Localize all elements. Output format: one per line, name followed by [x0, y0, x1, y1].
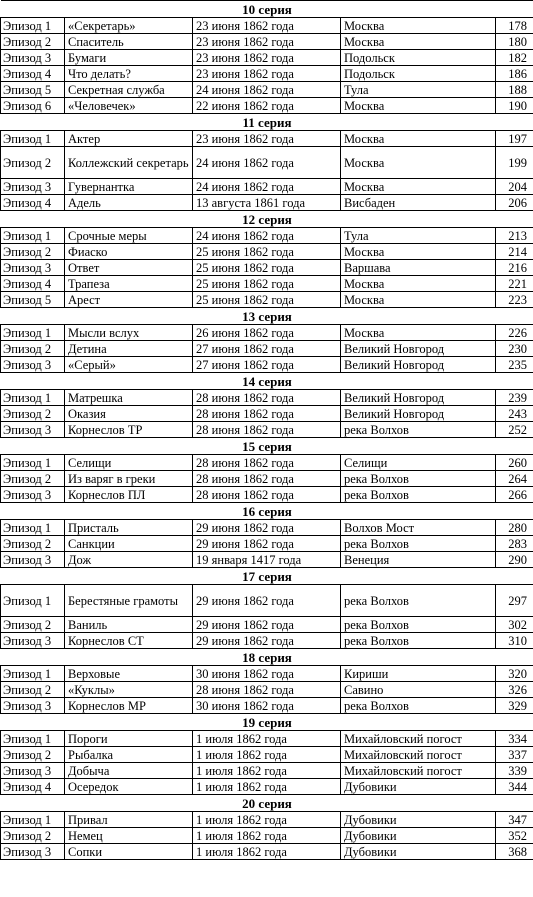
date-cell: 26 июня 1862 года [193, 325, 341, 341]
date-cell: 28 июня 1862 года [193, 422, 341, 438]
title-cell: Ответ [65, 260, 193, 276]
episode-cell: Эпизод 1 [1, 131, 65, 147]
table-row [1, 390, 533, 406]
page-cell: 204 [496, 179, 533, 195]
date-cell: 1 июля 1862 года [193, 779, 341, 795]
episode-cell: Эпизод 2 [1, 244, 65, 260]
title-cell: Оказия [65, 406, 193, 422]
date-cell: 23 июня 1862 года [193, 66, 341, 82]
place-cell: река Волхов [341, 422, 496, 438]
date-cell: 29 июня 1862 года [193, 536, 341, 552]
table-row [1, 812, 533, 828]
date-cell: 28 июня 1862 года [193, 455, 341, 471]
table-row [1, 228, 533, 244]
date-cell: 1 июля 1862 года [193, 747, 341, 763]
title-cell: Адель [65, 195, 193, 211]
date-cell: 25 июня 1862 года [193, 292, 341, 308]
date-cell: 13 августа 1861 года [193, 195, 341, 211]
title-cell: Сопки [65, 844, 193, 860]
date-cell: 28 июня 1862 года [193, 390, 341, 406]
page-cell: 260 [496, 455, 533, 471]
page-cell: 280 [496, 520, 533, 536]
page-cell: 302 [496, 617, 533, 633]
title-cell: Присталь [65, 520, 193, 536]
title-cell: «Секретарь» [65, 18, 193, 34]
table-row [1, 195, 533, 211]
date-cell: 24 июня 1862 года [193, 179, 341, 195]
place-cell: река Волхов [341, 585, 496, 617]
episode-cell: Эпизод 3 [1, 179, 65, 195]
series-header-row [1, 714, 533, 731]
table-row [1, 455, 533, 471]
series-header: 19 серия [1, 714, 533, 731]
title-cell: Осередок [65, 779, 193, 795]
episode-cell: Эпизод 2 [1, 828, 65, 844]
date-cell: 23 июня 1862 года [193, 131, 341, 147]
table-row [1, 341, 533, 357]
episode-cell: Эпизод 1 [1, 520, 65, 536]
place-cell: Москва [341, 98, 496, 114]
date-cell: 1 июля 1862 года [193, 828, 341, 844]
place-cell: Великий Новгород [341, 357, 496, 373]
episode-cell: Эпизод 1 [1, 585, 65, 617]
page-cell: 334 [496, 731, 533, 747]
series-header: 14 серия [1, 373, 533, 390]
episode-cell: Эпизод 2 [1, 682, 65, 698]
date-cell: 24 июня 1862 года [193, 228, 341, 244]
date-cell: 29 июня 1862 года [193, 633, 341, 649]
table-row [1, 147, 533, 179]
series-header: 20 серия [1, 795, 533, 812]
title-cell: Селищи [65, 455, 193, 471]
page-cell: 226 [496, 325, 533, 341]
table-row [1, 520, 533, 536]
title-cell: Из варяг в греки [65, 471, 193, 487]
title-cell: Верховые [65, 666, 193, 682]
series-header-row [1, 649, 533, 666]
title-cell: Детина [65, 341, 193, 357]
table-row [1, 244, 533, 260]
place-cell: Москва [341, 292, 496, 308]
episode-cell: Эпизод 2 [1, 406, 65, 422]
place-cell: река Волхов [341, 471, 496, 487]
date-cell: 28 июня 1862 года [193, 406, 341, 422]
series-header-row [1, 568, 533, 585]
date-cell: 27 июня 1862 года [193, 341, 341, 357]
title-cell: «Куклы» [65, 682, 193, 698]
date-cell: 23 июня 1862 года [193, 18, 341, 34]
page-cell: 214 [496, 244, 533, 260]
table-row [1, 633, 533, 649]
page-cell: 290 [496, 552, 533, 568]
page-cell: 329 [496, 698, 533, 714]
place-cell: река Волхов [341, 536, 496, 552]
title-cell: Актер [65, 131, 193, 147]
page-cell: 283 [496, 536, 533, 552]
table-row [1, 779, 533, 795]
page-cell: 230 [496, 341, 533, 357]
title-cell: Коллежский секретарь [65, 147, 193, 179]
series-header-row [1, 1, 533, 18]
table-row [1, 260, 533, 276]
series-header: 13 серия [1, 308, 533, 325]
episode-cell: Эпизод 1 [1, 666, 65, 682]
page-cell: 347 [496, 812, 533, 828]
title-cell: Рыбалка [65, 747, 193, 763]
episode-cell: Эпизод 3 [1, 698, 65, 714]
episode-cell: Эпизод 5 [1, 82, 65, 98]
date-cell: 1 июля 1862 года [193, 844, 341, 860]
episode-cell: Эпизод 1 [1, 455, 65, 471]
episode-cell: Эпизод 2 [1, 536, 65, 552]
series-header: 16 серия [1, 503, 533, 520]
title-cell: Что делать? [65, 66, 193, 82]
table-row [1, 698, 533, 714]
series-header: 11 серия [1, 114, 533, 131]
place-cell: Дубовики [341, 828, 496, 844]
episode-cell: Эпизод 4 [1, 276, 65, 292]
episode-cell: Эпизод 2 [1, 341, 65, 357]
episode-cell: Эпизод 3 [1, 260, 65, 276]
title-cell: Корнеслов СТ [65, 633, 193, 649]
episode-cell: Эпизод 6 [1, 98, 65, 114]
episode-cell: Эпизод 1 [1, 18, 65, 34]
date-cell: 30 июня 1862 года [193, 698, 341, 714]
date-cell: 28 июня 1862 года [193, 682, 341, 698]
place-cell: Дубовики [341, 779, 496, 795]
table-row [1, 276, 533, 292]
series-header-row [1, 308, 533, 325]
place-cell: Волхов Мост [341, 520, 496, 536]
page-cell: 337 [496, 747, 533, 763]
date-cell: 1 июля 1862 года [193, 763, 341, 779]
episode-cell: Эпизод 2 [1, 747, 65, 763]
title-cell: Санкции [65, 536, 193, 552]
page-cell: 223 [496, 292, 533, 308]
date-cell: 28 июня 1862 года [193, 471, 341, 487]
page-cell: 320 [496, 666, 533, 682]
place-cell: Москва [341, 276, 496, 292]
episode-cell: Эпизод 2 [1, 147, 65, 179]
table-row [1, 34, 533, 50]
place-cell: река Волхов [341, 487, 496, 503]
place-cell: Великий Новгород [341, 406, 496, 422]
date-cell: 23 июня 1862 года [193, 34, 341, 50]
table-row [1, 731, 533, 747]
title-cell: «Человечек» [65, 98, 193, 114]
table-row [1, 325, 533, 341]
episode-cell: Эпизод 2 [1, 34, 65, 50]
place-cell: Тула [341, 82, 496, 98]
date-cell: 23 июня 1862 года [193, 50, 341, 66]
date-cell: 28 июня 1862 года [193, 487, 341, 503]
series-header-row [1, 503, 533, 520]
title-cell: Корнеслов ПЛ [65, 487, 193, 503]
date-cell: 29 июня 1862 года [193, 520, 341, 536]
episode-cell: Эпизод 1 [1, 390, 65, 406]
place-cell: Великий Новгород [341, 390, 496, 406]
episode-cell: Эпизод 2 [1, 617, 65, 633]
episode-cell: Эпизод 4 [1, 195, 65, 211]
place-cell: Дубовики [341, 844, 496, 860]
date-cell: 25 июня 1862 года [193, 276, 341, 292]
episode-cell: Эпизод 1 [1, 325, 65, 341]
episode-cell: Эпизод 3 [1, 844, 65, 860]
series-header: 12 серия [1, 211, 533, 228]
table-row [1, 131, 533, 147]
table-row [1, 666, 533, 682]
place-cell: Подольск [341, 50, 496, 66]
episode-cell: Эпизод 1 [1, 731, 65, 747]
place-cell: Кириши [341, 666, 496, 682]
episode-cell: Эпизод 3 [1, 487, 65, 503]
title-cell: Берестяные грамоты [65, 585, 193, 617]
page-cell: 188 [496, 82, 533, 98]
page-cell: 310 [496, 633, 533, 649]
table-row [1, 617, 533, 633]
series-header-row [1, 795, 533, 812]
title-cell: «Серый» [65, 357, 193, 373]
page-cell: 178 [496, 18, 533, 34]
series-header-row [1, 373, 533, 390]
table-row [1, 179, 533, 195]
page-cell: 182 [496, 50, 533, 66]
date-cell: 29 июня 1862 года [193, 585, 341, 617]
place-cell: Москва [341, 147, 496, 179]
title-cell: Бумаги [65, 50, 193, 66]
page-cell: 326 [496, 682, 533, 698]
page-cell: 216 [496, 260, 533, 276]
page-cell: 235 [496, 357, 533, 373]
place-cell: Михайловский погост [341, 763, 496, 779]
date-cell: 27 июня 1862 года [193, 357, 341, 373]
title-cell: Корнеслов МР [65, 698, 193, 714]
date-cell: 24 июня 1862 года [193, 147, 341, 179]
title-cell: Привал [65, 812, 193, 828]
date-cell: 22 июня 1862 года [193, 98, 341, 114]
title-cell: Спаситель [65, 34, 193, 50]
place-cell: река Волхов [341, 617, 496, 633]
title-cell: Немец [65, 828, 193, 844]
place-cell: Москва [341, 34, 496, 50]
table-row [1, 487, 533, 503]
table-row [1, 844, 533, 860]
title-cell: Ваниль [65, 617, 193, 633]
date-cell: 30 июня 1862 года [193, 666, 341, 682]
episode-cell: Эпизод 1 [1, 812, 65, 828]
place-cell: река Волхов [341, 698, 496, 714]
table-row [1, 585, 533, 617]
place-cell: Москва [341, 179, 496, 195]
series-header-row [1, 438, 533, 455]
table-row [1, 682, 533, 698]
episode-cell: Эпизод 3 [1, 633, 65, 649]
table-row [1, 406, 533, 422]
table-row [1, 828, 533, 844]
table-row [1, 50, 533, 66]
page-cell: 297 [496, 585, 533, 617]
episode-table-body [1, 1, 533, 860]
place-cell: Савино [341, 682, 496, 698]
place-cell: река Волхов [341, 633, 496, 649]
page-cell: 264 [496, 471, 533, 487]
episode-cell: Эпизод 1 [1, 228, 65, 244]
page-cell: 252 [496, 422, 533, 438]
page-cell: 213 [496, 228, 533, 244]
page-cell: 339 [496, 763, 533, 779]
episode-cell: Эпизод 4 [1, 779, 65, 795]
page-cell: 352 [496, 828, 533, 844]
title-cell: Пороги [65, 731, 193, 747]
episode-cell: Эпизод 3 [1, 50, 65, 66]
episode-cell: Эпизод 3 [1, 763, 65, 779]
table-row [1, 357, 533, 373]
place-cell: Москва [341, 18, 496, 34]
table-row [1, 552, 533, 568]
place-cell: Михайловский погост [341, 747, 496, 763]
title-cell: Корнеслов ТР [65, 422, 193, 438]
place-cell: Москва [341, 131, 496, 147]
title-cell: Фиаско [65, 244, 193, 260]
date-cell: 25 июня 1862 года [193, 244, 341, 260]
episode-cell: Эпизод 5 [1, 292, 65, 308]
place-cell: Селищи [341, 455, 496, 471]
episode-cell: Эпизод 3 [1, 552, 65, 568]
series-header: 18 серия [1, 649, 533, 666]
page-cell: 206 [496, 195, 533, 211]
page-cell: 180 [496, 34, 533, 50]
table-row [1, 422, 533, 438]
place-cell: Висбаден [341, 195, 496, 211]
title-cell: Секретная служба [65, 82, 193, 98]
table-row [1, 536, 533, 552]
place-cell: Москва [341, 325, 496, 341]
episode-cell: Эпизод 3 [1, 357, 65, 373]
page-cell: 243 [496, 406, 533, 422]
series-header: 17 серия [1, 568, 533, 585]
title-cell: Срочные меры [65, 228, 193, 244]
page-cell: 344 [496, 779, 533, 795]
title-cell: Трапеза [65, 276, 193, 292]
date-cell: 29 июня 1862 года [193, 617, 341, 633]
date-cell: 24 июня 1862 года [193, 82, 341, 98]
place-cell: Москва [341, 244, 496, 260]
place-cell: Венеция [341, 552, 496, 568]
table-row [1, 292, 533, 308]
place-cell: Великий Новгород [341, 341, 496, 357]
page-cell: 221 [496, 276, 533, 292]
place-cell: Варшава [341, 260, 496, 276]
place-cell: Михайловский погост [341, 731, 496, 747]
date-cell: 19 января 1417 года [193, 552, 341, 568]
table-row [1, 471, 533, 487]
page-cell: 368 [496, 844, 533, 860]
page-cell: 190 [496, 98, 533, 114]
episode-cell: Эпизод 4 [1, 66, 65, 82]
series-header-row [1, 211, 533, 228]
date-cell: 25 июня 1862 года [193, 260, 341, 276]
series-header: 10 серия [1, 1, 533, 18]
title-cell: Добыча [65, 763, 193, 779]
title-cell: Мысли вслух [65, 325, 193, 341]
series-header: 15 серия [1, 438, 533, 455]
episode-cell: Эпизод 3 [1, 422, 65, 438]
table-row [1, 18, 533, 34]
table-row [1, 98, 533, 114]
table-row [1, 82, 533, 98]
place-cell: Тула [341, 228, 496, 244]
table-row [1, 747, 533, 763]
series-header-row [1, 114, 533, 131]
title-cell: Гувернантка [65, 179, 193, 195]
title-cell: Дож [65, 552, 193, 568]
title-cell: Матрешка [65, 390, 193, 406]
date-cell: 1 июля 1862 года [193, 812, 341, 828]
place-cell: Подольск [341, 66, 496, 82]
table-row [1, 66, 533, 82]
page-cell: 197 [496, 131, 533, 147]
title-cell: Арест [65, 292, 193, 308]
date-cell: 1 июля 1862 года [193, 731, 341, 747]
table-row [1, 763, 533, 779]
page-cell: 186 [496, 66, 533, 82]
page-cell: 266 [496, 487, 533, 503]
page-cell: 199 [496, 147, 533, 179]
place-cell: Дубовики [341, 812, 496, 828]
page-cell: 239 [496, 390, 533, 406]
episode-cell: Эпизод 2 [1, 471, 65, 487]
